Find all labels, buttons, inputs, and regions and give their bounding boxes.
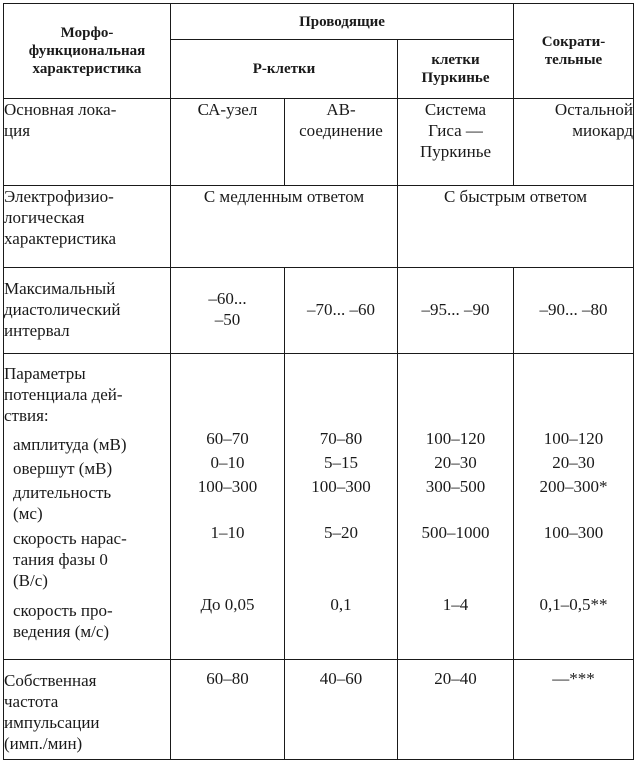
row-params <box>4 354 634 660</box>
row-frequency <box>4 660 634 760</box>
overshoot-his: 20–30 <box>434 453 477 472</box>
diastolic-his: –95... –90 <box>398 268 514 354</box>
conduction-his: 1–4 <box>442 595 469 614</box>
row-diastolic <box>4 268 634 354</box>
duration-sa: 100–300 <box>197 477 258 496</box>
header-purkinje-cells: клетки Пуркинье <box>398 40 514 99</box>
frequency-label: Собственная частота импульсации (имп./мин) <box>4 660 171 760</box>
duration-label: длительность (мс) <box>13 483 112 523</box>
params-av-column <box>285 354 398 660</box>
rise-speed-sa: 1–10 <box>210 523 245 542</box>
diastolic-myo: –90... –80 <box>514 268 634 354</box>
amplitude-his: 100–120 <box>425 429 486 448</box>
location-av: АВ- соединение <box>285 99 398 186</box>
amplitude-label: амплитуда (мВ) <box>13 435 127 454</box>
overshoot-myo: 20–30 <box>552 453 595 472</box>
header-p-cells: Р-клетки <box>171 40 398 99</box>
cardiomyocyte-table <box>3 3 634 760</box>
electro-slow: С медленным ответом <box>171 186 398 268</box>
frequency-av: 40–60 <box>285 660 398 760</box>
location-myo: Остальной миокард <box>514 99 634 186</box>
location-label: Основная лока- ция <box>4 99 171 186</box>
params-his-column <box>398 354 514 660</box>
duration-his: 300–500 <box>425 477 486 496</box>
header-contractile: Сократи- тельные <box>514 4 634 99</box>
conduction-label: скорость про- ведения (м/с) <box>13 601 113 641</box>
params-label-column <box>4 354 171 660</box>
overshoot-label: овершут (мВ) <box>13 459 113 478</box>
row-location <box>4 99 634 186</box>
diastolic-sa: –60... –50 <box>171 268 285 354</box>
conduction-av: 0,1 <box>330 595 352 614</box>
amplitude-sa: 60–70 <box>206 429 249 448</box>
location-his: Система Гиса — Пуркинье <box>398 99 514 186</box>
conduction-myo: 0,1–0,5** <box>539 595 608 614</box>
params-myo-column <box>514 354 634 660</box>
overshoot-sa: 0–10 <box>210 453 245 472</box>
diastolic-av: –70... –60 <box>285 268 398 354</box>
row-electro <box>4 186 634 268</box>
rise-speed-label: скорость нарас- тания фазы 0 (В/с) <box>13 529 127 590</box>
duration-myo: 200–300* <box>539 477 608 496</box>
rise-speed-av: 5–20 <box>324 523 358 542</box>
amplitude-av: 70–80 <box>319 429 363 448</box>
params-sa-column <box>171 354 285 660</box>
overshoot-av: 5–15 <box>324 453 358 472</box>
params-title: Параметры потенциала дей- ствия: <box>4 364 123 425</box>
electro-label: Электрофизио- логическая характеристика <box>4 186 171 268</box>
frequency-sa: 60–80 <box>171 660 285 760</box>
rise-speed-his: 500–1000 <box>421 523 490 542</box>
diastolic-label: Максимальный диастолический интервал <box>4 268 171 354</box>
header-characteristic: Морфо- функциональная характеристика <box>4 4 171 99</box>
duration-av: 100–300 <box>311 477 371 496</box>
frequency-his: 20–40 <box>398 660 514 760</box>
location-sa: СА-узел <box>171 99 285 186</box>
header-conducting: Проводящие <box>171 4 514 40</box>
conduction-sa: До 0,05 <box>200 595 255 614</box>
electro-fast: С быстрым ответом <box>398 186 634 268</box>
rise-speed-myo: 100–300 <box>543 523 604 542</box>
frequency-myo: —*** <box>514 660 634 760</box>
amplitude-myo: 100–120 <box>543 429 604 448</box>
